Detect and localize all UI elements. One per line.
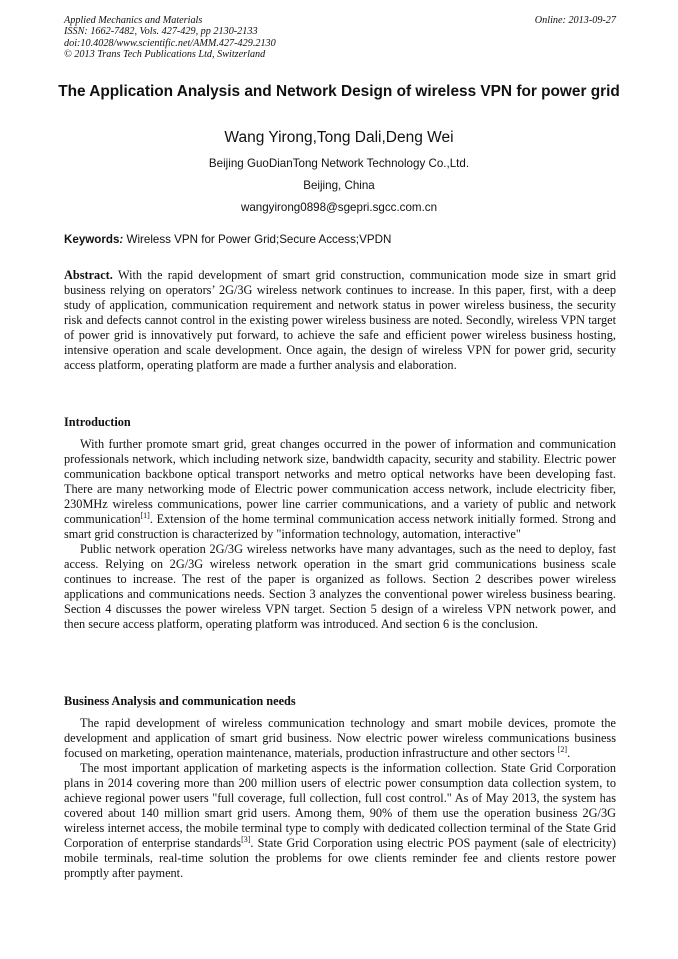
abstract-text: With the rapid development of smart grid construction, communication mode size in smart grid business relying on operators’ 2G/3G wireless network continues to increase. In this paper, first, with a deep study of application, communication requirement and network status in power wireless business, the security risk and defects cannot control in the existing power wireless business are noted. Secondly, wireless VPN target of power grid is innovatively put forward, to achieve the safe and efficient power wireless business hosting, intensive operation and scale development. Once again, the design of wireless VPN for power grid, security access platform, operating platform are made a further analysis and elaboration. <box>64 268 616 372</box>
affiliation-city: Beijing, China <box>303 179 375 192</box>
copyright-line: © 2013 Trans Tech Publications Ltd, Switzerland <box>64 49 266 61</box>
doi-line: doi:10.4028/www.scientific.net/AMM.427-429.2130 <box>64 37 276 49</box>
journal-header <box>64 15 616 61</box>
introduction-body <box>64 437 616 632</box>
keywords-label: Keywords <box>64 233 120 246</box>
online-date: Online: 2013-09-27 <box>534 15 616 26</box>
business-p2-text: The most important application of marketing aspects is the information collection. State Grid Corporation plans in 2014 covering more than 200 million users of electric power consumption data collection system, to achieve regional power users "full coverage, full collection, full cost control." As of May 2013, the system has covered about 140 million smart grid users. Among them, 90% of them use the operation business 2G/3G wireless internet access, the mobile terminal type to comply with dedicated collection terminal of the State Grid Corporation of enterprise standards <box>64 761 616 850</box>
issn-line: ISSN: 1662-7482, Vols. 427-429, pp 2130-2133 <box>64 26 258 38</box>
author-email: wangyirong0898@sgepri.sgcc.com.cn <box>240 201 438 214</box>
abstract <box>64 268 616 373</box>
intro-p1-text: With further promote smart grid, great changes occurred in the power of information and communication professionals network, which including network size, bandwidth capacity, security and stability. Electric power communication backbone optical transport networks and metro optical networks have been developing fast. There are many networking mode of Electric power communication access network, include electricity fiber, 230MHz wireless communications, power line carrier communications, and a variety of public and network communication <box>64 437 616 526</box>
paper-title: The Application Analysis and Network Design of wireless VPN for power grid <box>58 83 620 100</box>
business-p1-text: The rapid development of wireless communication technology and smart mobile devices, promote the development and application of smart grid business. Now electric power wireless communications business focused on marketing, operation maintenance, materials, production infrastructure and other sectors <box>64 716 616 760</box>
business-paragraph-2 <box>64 761 616 881</box>
citation-3: [3] <box>241 834 251 844</box>
citation-2: [2] <box>557 744 568 754</box>
section-heading-introduction: Introduction <box>64 415 131 429</box>
citation-1: [1] <box>140 510 150 520</box>
keywords-colon: : <box>119 233 124 246</box>
abstract-paragraph <box>64 268 616 373</box>
business-p2-text-cont: . State Grid Corporation using electric POS payment (sale of electricity) mobile terminals, real-time solution the problems for owe clients reminder fee and clients restore power promptly after payment. <box>64 836 616 880</box>
introduction-paragraph-1 <box>64 437 616 542</box>
journal-name: Applied Mechanics and Materials <box>64 15 203 26</box>
business-p1-text-cont: . <box>567 746 571 760</box>
intro-p1-text-cont: . Extension of the home terminal communication access network initially formed. Strong and smart grid construction is characterized by "information technology, automation, interactive" <box>64 512 616 541</box>
business-body <box>64 716 616 881</box>
section-heading-business: Business Analysis and communication needs <box>64 694 296 708</box>
business-paragraph-1 <box>64 716 616 761</box>
abstract-label: Abstract. <box>64 268 113 282</box>
introduction-paragraph-2: Public network operation 2G/3G wireless networks have many advantages, such as the need to deploy, fast access. Relying on 2G/3G wireless network operation in the smart grid communications business scale continues to increase. The rest of the paper is organized as follows. Section 2 describes power wireless applications and communications needs. Section 3 analyzes the conventional power wireless business bearing. Section 4 discusses the power wireless VPN target. Section 5 design of a wireless VPN network power, and then secure access platform, operating platform was introduced. And section 6 is the conclusion. <box>64 542 616 631</box>
keywords-line <box>64 233 616 246</box>
affiliation-org: Beijing GuoDianTong Network Technology Co.,Ltd. <box>208 157 470 170</box>
keywords-text: Wireless VPN for Power Grid;Secure Access;VPDN <box>123 233 392 246</box>
author-list: Wang Yirong,Tong Dali,Deng Wei <box>224 129 454 146</box>
